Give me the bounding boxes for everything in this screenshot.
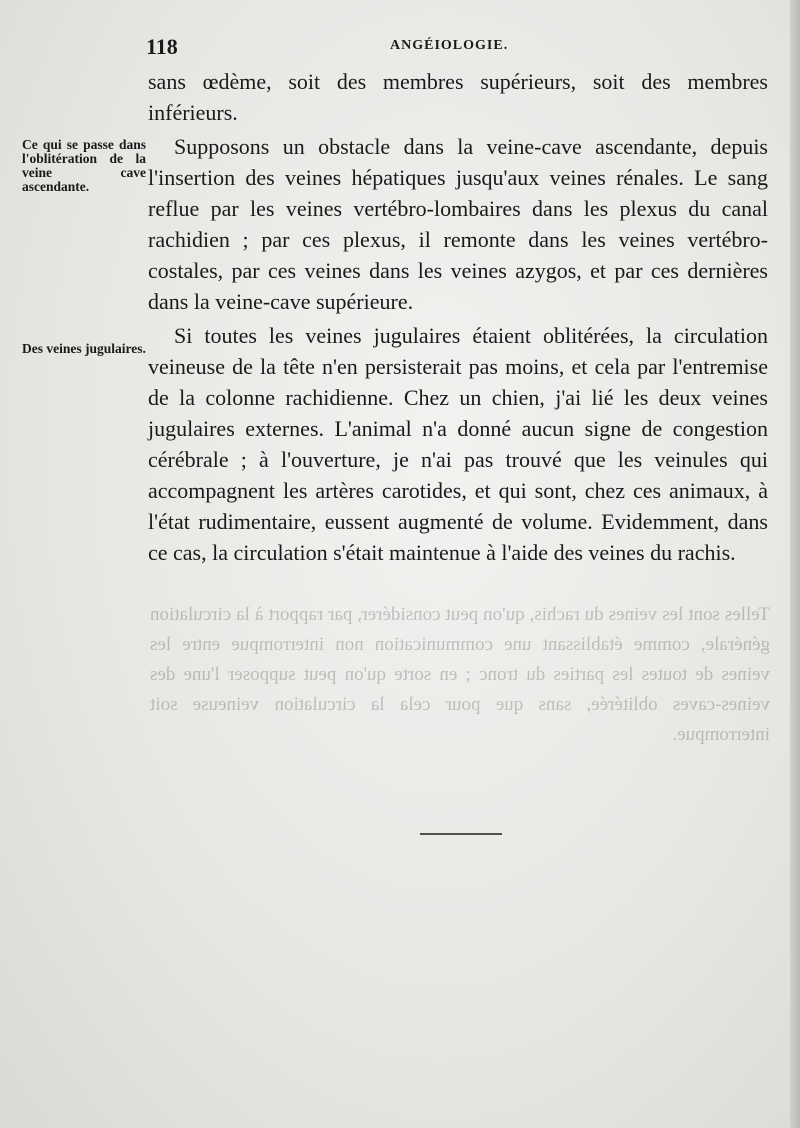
paragraph-veine-cave: Supposons un obstacle dans la veine-cave ascendante, depuis l'insertion des veines hépatiques jusqu'aux veines rénales. Le sang reflue par les veines vertébro-lombaires dans les plexus du canal rachidien ; par ces plexus, il remonte dans les veines vertébro-costales, par ces veines dans les veines azygos, et par ces dernières dans la veine-cave supérieure. <box>148 134 768 314</box>
paragraph-continuation: sans œdème, soit des membres supérieurs, soit des membres inférieurs. <box>148 69 768 125</box>
bleed-through-text: Telles sont les veines du rachis, qu'on peut considérer, par rapport à la circulation générale, comme établissant une communication non interrompue entre les veines de toutes les parties du tronc ; en sorte qu'on peut supposer l'une des veines-caves oblitérée, sans que pour cela la circulation veineuse soit interrompue. <box>150 604 770 745</box>
page-number: 118 <box>146 34 178 59</box>
paragraph-jugulaires: Si toutes les veines jugulaires étaient oblitérées, la circulation veineuse de la tête n'en persisterait pas moins, et cela par l'entremise de la colonne rachidienne. Chez un chien, j'ai lié les deux veines jugulaires externes. L'animal n'a donné aucun signe de congestion cérébrale ; à l'ouverture, je n'ai pas trouvé que les veinules qui accompagnent les artères carotides, et qui sont, chez ces animaux, à l'état rudimentaire, eussent augmenté de volume. Evidemment, dans ce cas, la circulation s'était maintenue à l'aide des veines du rachis. <box>148 323 768 565</box>
running-head: ANGÉIOLOGIE. <box>390 38 509 53</box>
margin-note-oblitération: Ce qui se passe dans l'oblitération de la veine cave ascendante. <box>22 137 146 194</box>
page-header <box>140 34 770 58</box>
page-edge-shadow <box>790 0 800 1128</box>
bleed-through-rule <box>420 833 502 835</box>
body-text <box>148 66 768 568</box>
margin-note-jugulaires: Des veines jugulaires. <box>22 341 146 356</box>
